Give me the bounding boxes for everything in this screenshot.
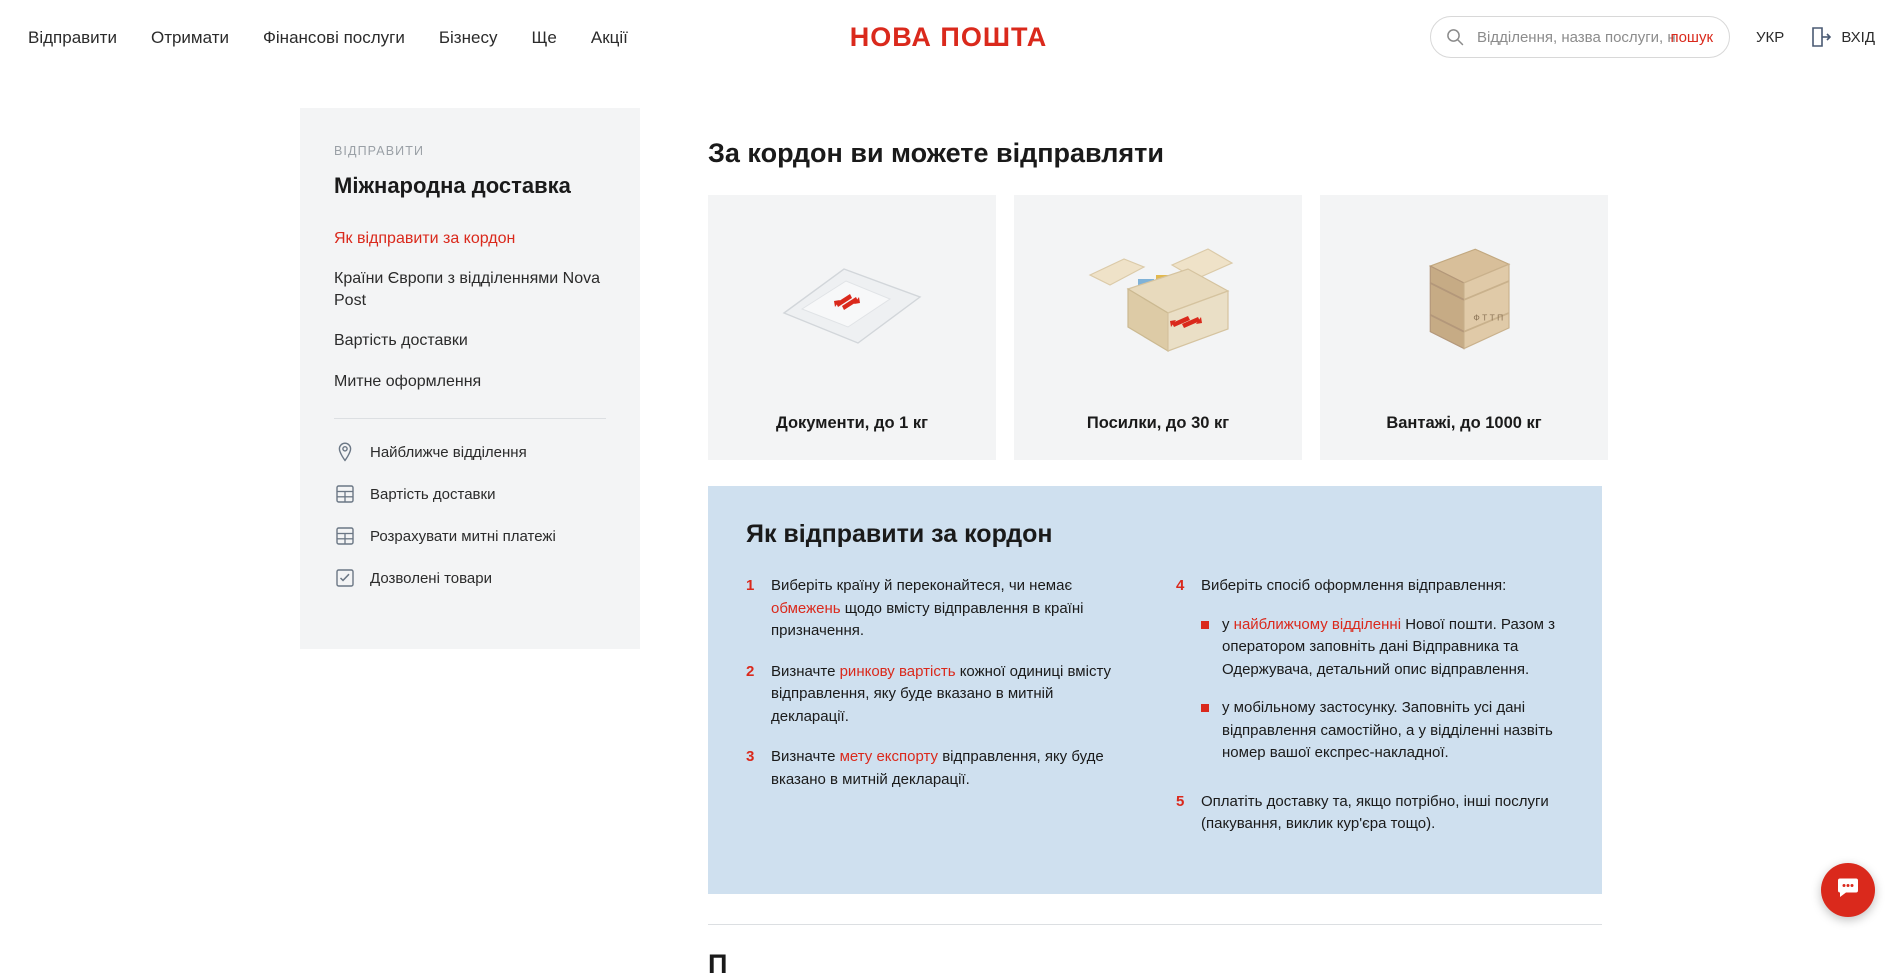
panel-right-column	[1176, 575, 1564, 854]
search-input[interactable]	[1475, 28, 1685, 47]
step-4-bullet-1	[1201, 614, 1564, 682]
step-text-part: кожної одиниці вмісту відправлення, яку буде вказано в митній декларації.	[771, 662, 1111, 725]
step-text-part: Визначте	[771, 748, 840, 765]
sidebar-action-delivery-cost[interactable]	[334, 483, 606, 505]
step-5	[1176, 791, 1564, 836]
sidebar	[300, 108, 640, 649]
nav-item-more[interactable]: Ще	[531, 28, 557, 47]
shipment-type-cards	[708, 195, 1608, 460]
step-3	[746, 746, 1134, 791]
how-to-send-panel	[708, 486, 1602, 894]
search-box[interactable]	[1430, 16, 1730, 58]
step-text-part: щодо вмісту відправлення в країні призначення.	[771, 599, 1084, 639]
chat-icon	[1834, 874, 1862, 907]
section-divider	[708, 924, 1602, 925]
sidebar-item-how-to-send-abroad[interactable]: Як відправити за кордон	[334, 229, 516, 247]
sidebar-action-label: Вартість доставки	[370, 485, 496, 503]
step-4-bullet-2	[1201, 697, 1564, 765]
step-number: 1	[746, 577, 755, 594]
main-column	[708, 76, 1608, 980]
card-parcels[interactable]	[1014, 195, 1302, 460]
step-number: 3	[746, 748, 755, 765]
search-icon	[1446, 28, 1464, 46]
nav-item-financial-services[interactable]: Фінансові послуги	[262, 28, 405, 47]
site-logo[interactable]: НОВА ПОШТА	[849, 22, 1048, 52]
language-switcher[interactable]: УКР	[1756, 28, 1785, 46]
sidebar-divider	[334, 418, 606, 419]
svg-text:Ф Т Т П: Ф Т Т П	[1473, 312, 1504, 323]
card-cargo[interactable]	[1320, 195, 1608, 460]
step-4	[1176, 575, 1564, 765]
step-body	[1201, 575, 1564, 765]
square-bullet-icon	[1201, 621, 1209, 629]
card-documents[interactable]	[708, 195, 996, 460]
sidebar-kicker: ВІДПРАВИТИ	[334, 144, 425, 158]
panel-left-column	[746, 575, 1134, 854]
nav-item-receive[interactable]: Отримати	[150, 28, 229, 47]
next-section-title: П	[708, 948, 728, 979]
bullet-text: у мобільному застосунку. Заповніть усі дані відправлення самостійно, а у відділенні назвіть номер вашої експрес-накладної.	[1222, 699, 1553, 761]
sidebar-action-customs-calculator[interactable]	[334, 525, 606, 547]
export-purpose-link[interactable]: мету експорту	[839, 748, 939, 765]
header-right-group	[1430, 16, 1875, 58]
sidebar-item-delivery-cost[interactable]: Вартість доставки	[334, 332, 468, 350]
page-title: За кордон ви можете відправляти	[708, 138, 1165, 168]
sidebar-action-nearest-branch[interactable]	[334, 441, 606, 463]
envelope-art	[708, 195, 996, 414]
step-number: 2	[746, 662, 755, 680]
card-label: Посилки, до 30 кг	[1086, 414, 1230, 432]
nav-item-promos[interactable]: Акції	[590, 28, 628, 47]
calculator-icon	[334, 483, 356, 505]
square-bullet-icon	[1201, 704, 1209, 712]
market-value-link[interactable]: ринкову вартість	[839, 662, 956, 680]
sidebar-title: Міжнародна доставка	[334, 173, 571, 198]
primary-nav	[28, 28, 628, 48]
nav-item-business[interactable]: Бізнесу	[438, 28, 498, 47]
sidebar-item-customs-clearance[interactable]: Митне оформлення	[334, 372, 482, 390]
site-header	[0, 0, 1897, 76]
search-submit-button[interactable]: пошук	[1670, 29, 1714, 46]
sidebar-action-label: Дозволені товари	[370, 569, 492, 587]
panel-columns	[746, 575, 1564, 854]
step-text-part: відправлення, яку буде вказано в митній декларації.	[771, 748, 1104, 788]
nav-item-send[interactable]: Відправити	[28, 28, 117, 47]
restrictions-link[interactable]: обмежень	[771, 599, 841, 617]
card-label: Вантажі, до 1000 кг	[1386, 414, 1542, 432]
login-label: ВХІД	[1841, 28, 1875, 46]
step-text: Виберіть спосіб оформлення відправлення:	[1201, 577, 1507, 594]
login-button[interactable]	[1810, 26, 1875, 48]
step-number: 4	[1176, 577, 1185, 594]
panel-title: Як відправити за кордон	[746, 520, 1053, 548]
login-icon	[1810, 26, 1832, 48]
chat-button[interactable]	[1821, 863, 1875, 917]
step-1	[746, 575, 1134, 643]
bullet-text	[1222, 614, 1564, 682]
bullet-text-part: Нової пошти. Разом з оператором заповніть дані Відправника та Одержувача, детальний опис відправлення.	[1222, 615, 1556, 678]
step-text	[771, 746, 1134, 791]
step-text: Оплатіть доставку та, якщо потрібно, інші послуги (пакування, виклик кур'єра тощо).	[1201, 792, 1549, 832]
step-text-part: Визначте	[771, 662, 840, 680]
step-text	[771, 661, 1134, 729]
sidebar-action-label: Розрахувати митні платежі	[370, 527, 556, 545]
step-text	[771, 575, 1134, 643]
sidebar-action-label: Найближче відділення	[370, 443, 527, 461]
checklist-icon	[334, 567, 356, 589]
sidebar-item-europe-countries[interactable]: Країни Європи з відділеннями Nova Post	[334, 270, 600, 309]
card-label: Документи, до 1 кг	[775, 414, 929, 432]
step-2	[746, 661, 1134, 729]
bullet-text-part: у	[1222, 615, 1234, 633]
nearest-branch-link[interactable]: найближчому відділенні	[1233, 615, 1402, 633]
sidebar-action-allowed-goods[interactable]	[334, 567, 606, 589]
step-text-part: Виберіть країну й переконайтеся, чи немає	[771, 577, 1073, 594]
open-box-art	[1014, 195, 1302, 414]
step-number: 5	[1176, 792, 1185, 810]
crate-art	[1320, 195, 1608, 414]
map-pin-icon	[334, 441, 356, 463]
calculator-icon	[334, 525, 356, 547]
